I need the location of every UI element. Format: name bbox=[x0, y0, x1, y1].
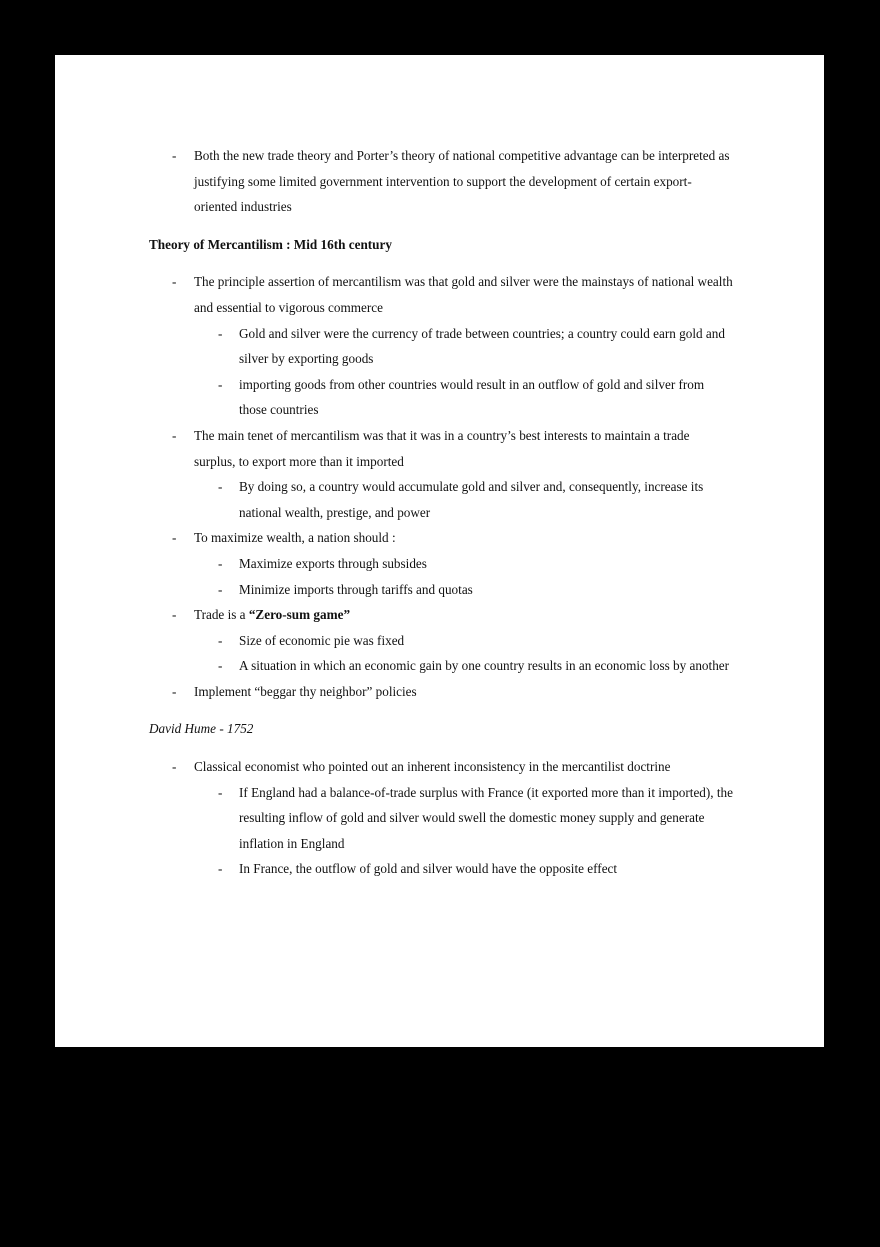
bullet-marker: - bbox=[172, 148, 177, 163]
bullet-marker: - bbox=[218, 632, 223, 648]
list-item-text: By doing so, a country would accumulate gold and silver and, consequently, increase its national wealth, prestige, and power bbox=[239, 479, 704, 520]
bullet-marker: - bbox=[172, 274, 177, 290]
list-item-text: Maximize exports through subsides bbox=[239, 555, 427, 571]
bullet-marker: - bbox=[218, 658, 223, 674]
list-item bbox=[149, 653, 733, 679]
bullet-marker: - bbox=[172, 607, 177, 623]
section-subheading-david-hume: David Hume - 1752 bbox=[149, 721, 254, 737]
list-item-text: importing goods from other countries would result in an outflow of gold and silver from those countries bbox=[239, 376, 705, 418]
list-item bbox=[149, 423, 733, 474]
spacer bbox=[149, 742, 733, 754]
list-item-text: Implement “beggar thy neighbor” policies bbox=[194, 683, 417, 699]
list-item bbox=[149, 856, 733, 882]
list-item-text: The principle assertion of mercantilism was that gold and silver were the mainstays of national wealth and essential to vigorous commerce bbox=[194, 274, 733, 315]
list-item bbox=[149, 474, 733, 525]
bullet-marker: - bbox=[218, 376, 223, 392]
list-item-text: Gold and silver were the currency of trade between countries; a country could earn gold and silver by exporting goods bbox=[239, 325, 725, 367]
list-item bbox=[149, 679, 733, 705]
list-item bbox=[149, 321, 733, 372]
list-item-text bbox=[194, 602, 733, 628]
list-item bbox=[149, 525, 733, 551]
spacer bbox=[149, 220, 733, 232]
bullet-marker: - bbox=[218, 581, 223, 597]
list-item-text: The main tenet of mercantilism was that it was in a country’s best interests to maintain a trade surplus, to export more than it imported bbox=[194, 427, 690, 469]
list-item-text: If England had a balance-of-trade surplus with France (it exported more than it imported), the resulting inflow of gold and silver would swell the domestic money supply and generate inflation in England bbox=[239, 784, 733, 851]
list-item bbox=[149, 143, 733, 220]
list-item-text: Minimize imports through tariffs and quotas bbox=[239, 581, 473, 597]
bullet-marker: - bbox=[218, 861, 223, 877]
document-page bbox=[55, 55, 824, 1047]
list-item-text: Size of economic pie was fixed bbox=[239, 632, 405, 648]
bullet-marker: - bbox=[172, 427, 177, 443]
bullet-marker: - bbox=[218, 479, 223, 495]
list-item bbox=[149, 628, 733, 654]
list-item bbox=[149, 551, 733, 577]
bullet-marker: - bbox=[218, 555, 223, 571]
spacer bbox=[149, 704, 733, 716]
list-item bbox=[149, 269, 733, 320]
list-item-zero-sum-game bbox=[149, 602, 733, 628]
list-item-text: A situation in which an economic gain by one country results in an economic loss by another bbox=[239, 658, 730, 674]
bullet-marker: - bbox=[218, 325, 223, 341]
list-item-text: In France, the outflow of gold and silver would have the opposite effect bbox=[239, 861, 618, 877]
list-item bbox=[149, 372, 733, 423]
bullet-marker: - bbox=[172, 530, 177, 546]
list-item bbox=[149, 780, 733, 857]
spacer bbox=[149, 257, 733, 269]
bullet-marker: - bbox=[172, 683, 177, 699]
bullet-marker: - bbox=[218, 784, 223, 800]
bullet-marker: - bbox=[172, 759, 177, 775]
list-item-text: To maximize wealth, a nation should : bbox=[194, 530, 396, 546]
list-item bbox=[149, 577, 733, 603]
list-item-text: Classical economist who pointed out an inherent inconsistency in the mercantilist doctrine bbox=[194, 759, 671, 775]
section-heading-mercantilism: Theory of Mercantilism : Mid 16th century bbox=[149, 236, 392, 252]
list-item-text: Both the new trade theory and Porter’s theory of national competitive advantage can be interpreted as justifying some limited government intervention to support the development of certain export-oriented industries bbox=[194, 148, 730, 215]
emphasis-bold: “Zero-sum game” bbox=[248, 607, 351, 623]
text-run: Trade is a bbox=[194, 607, 249, 623]
document-body bbox=[149, 143, 733, 882]
list-item bbox=[149, 754, 733, 780]
